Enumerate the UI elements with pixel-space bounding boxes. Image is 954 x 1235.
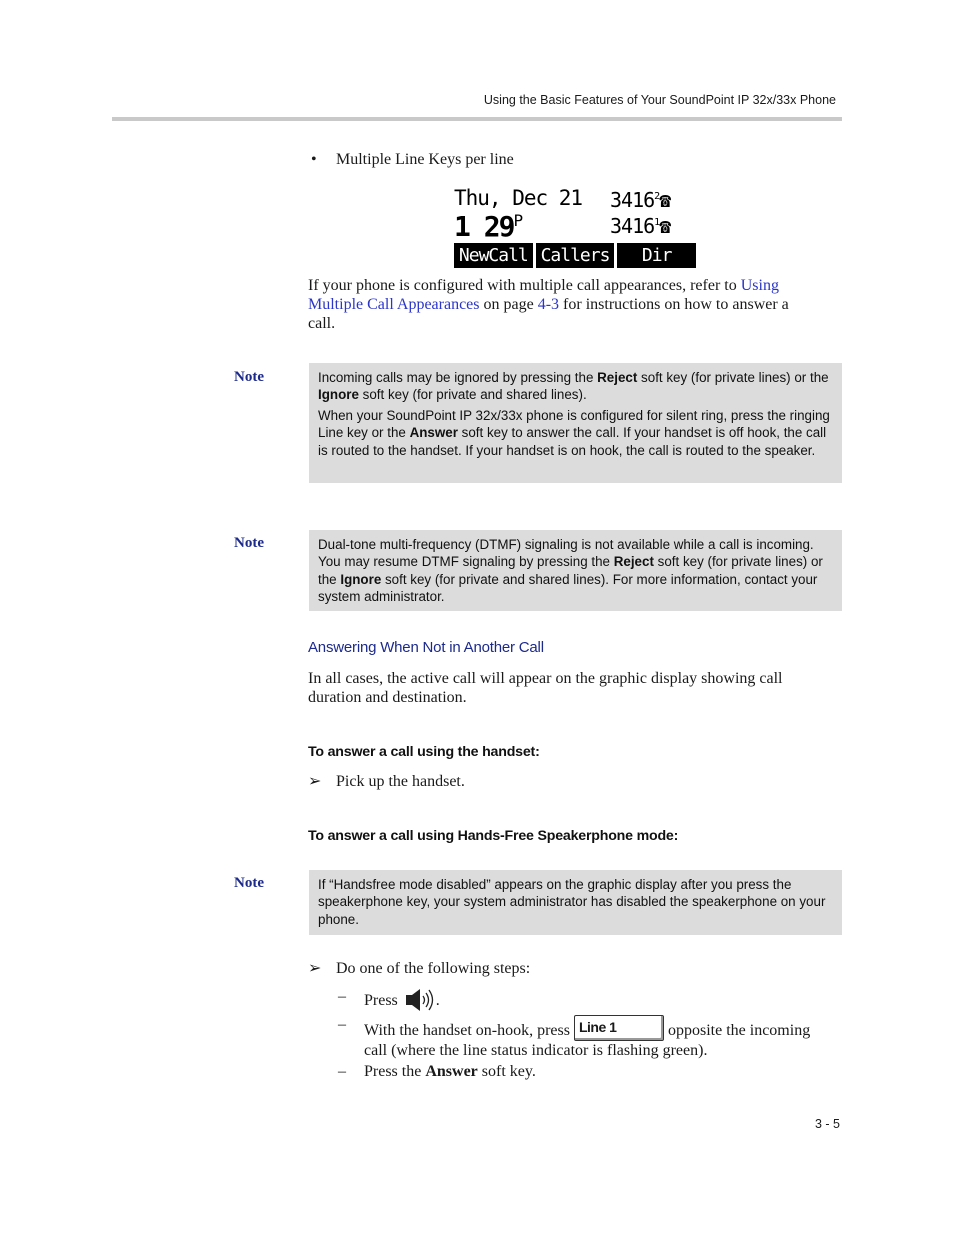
arrow-bullet-glyph: ➢: [308, 960, 322, 977]
lcd-time: [454, 207, 521, 241]
note-paragraph: Incoming calls may be ignored by pressing the Reject soft key (for private lines) or the Ignore soft key (for private and shared lines).: [318, 370, 829, 403]
step-press-speaker: Press .: [364, 987, 440, 1018]
note-label: Note: [234, 535, 264, 551]
note-box-dtmf: [309, 530, 842, 611]
section-paragraph: In all cases, the active call will appear on the graphic display showing call duration and destination.: [308, 670, 783, 706]
lcd-line-b-index: 1: [654, 217, 660, 228]
para-text: for instructions on how to answer a: [559, 296, 789, 313]
lcd-line-b: [610, 214, 670, 238]
header-rule: [112, 117, 842, 121]
lcd-date: Thu, Dec 21: [454, 186, 583, 210]
para-text: call.: [308, 315, 336, 332]
lcd-softkeys: [454, 243, 696, 268]
lcd-ampm: P: [513, 211, 522, 230]
lcd-softkey-dir: Dir: [617, 243, 696, 268]
lcd-softkey-newcall: NewCall: [454, 243, 533, 268]
step-press-answer: Press the Answer soft key.: [364, 1063, 536, 1080]
lcd-line-a-index: 2: [654, 191, 660, 202]
step-pick-up-handset: Pick up the handset.: [336, 773, 465, 790]
step-press-line-key: With the handset on-hook, press Line 1 opposite the incoming call (where the line status indicator is flashing green).: [364, 1015, 844, 1060]
note-label: Note: [234, 875, 264, 891]
lcd-line-a-number: 3416: [610, 188, 655, 212]
page-number: 3 - 5: [814, 1117, 840, 1131]
note-paragraph: If “Handsfree mode disabled” appears on the graphic display after you press the speakerphone key, your system administrator has disabled the speakerphone on your phone.: [318, 877, 826, 927]
phone-display-image: [452, 186, 696, 268]
note-box-ignore-calls: [309, 363, 842, 483]
procedure-heading-speakerphone: To answer a call using Hands-Free Speakerphone mode:: [308, 828, 679, 844]
bullet-glyph: •: [311, 151, 317, 168]
para-text: on page: [479, 296, 538, 313]
link-using-multiple-call-appearances[interactable]: Using Multiple Call Appearances: [308, 277, 779, 313]
link-page-4-3[interactable]: 4-3: [537, 296, 560, 313]
note-paragraph: When your SoundPoint IP 32x/33x phone is configured for silent ring, press the ringing Line key or the Answer soft key to answer the call. If your handset is off hook, the call is routed to the handset. If your handset is on hook, the call is routed to the speaker.: [318, 407, 830, 458]
lcd-softkey-callers: Callers: [536, 243, 615, 268]
line-1-key-image: Line 1: [574, 1015, 664, 1041]
running-header: Using the Basic Features of Your SoundPoint IP 32x/33x Phone: [483, 93, 836, 107]
arrow-bullet-glyph: ➢: [308, 773, 322, 790]
steps-intro: Do one of the following steps:: [336, 960, 531, 977]
speakerphone-icon: [404, 987, 436, 1018]
dash-glyph: –: [338, 988, 346, 1005]
section-heading: Answering When Not in Another Call: [308, 639, 544, 656]
bullet-multiple-line-keys: Multiple Line Keys per line: [336, 151, 514, 168]
procedure-heading-handset: To answer a call using the handset:: [308, 744, 540, 760]
note-paragraph: Dual-tone multi-frequency (DTMF) signaling is not available while a call is incoming. You may resume DTMF signaling by pressing the Reject soft key (for private lines) or the Ignore soft key (for private and shared lines). For more information, contact your system administrator.: [318, 537, 823, 605]
lcd-line-b-number: 3416: [610, 214, 655, 238]
note-label: Note: [234, 369, 264, 385]
lcd-line-a: [610, 188, 670, 212]
dash-glyph: –: [338, 1016, 346, 1033]
dash-glyph: –: [338, 1063, 346, 1080]
note-box-handsfree: [309, 870, 842, 935]
telephone-icon: ☎: [659, 188, 671, 212]
telephone-icon: ☎: [659, 214, 671, 238]
para-text: If your phone is configured with multiple call appearances, refer to: [308, 277, 741, 294]
lcd-time-digits: 1 29: [454, 210, 514, 243]
para-multiple-appearances: [308, 276, 838, 333]
